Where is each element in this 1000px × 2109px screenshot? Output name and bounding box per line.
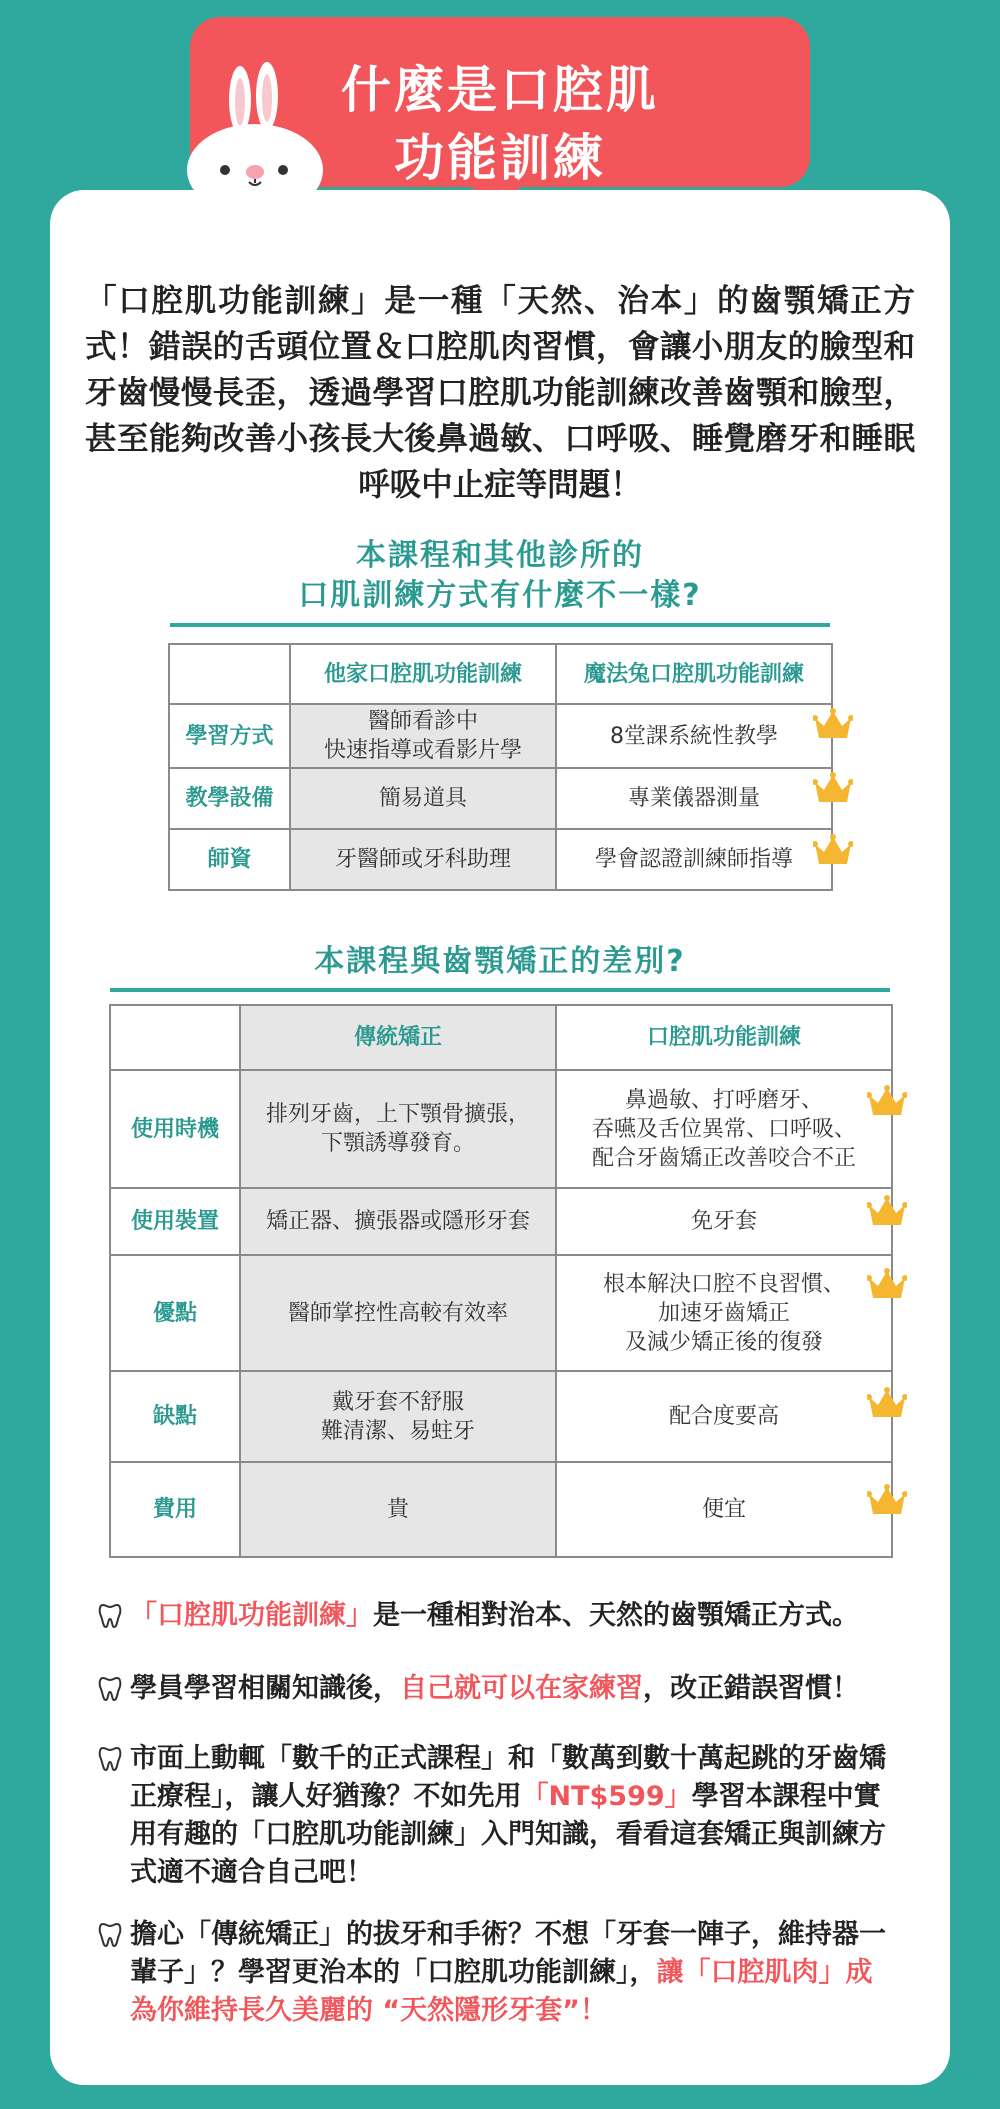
table-corner-cell <box>169 644 290 704</box>
bullet-text <box>98 1740 898 1892</box>
traditional-cell <box>240 1462 556 1557</box>
highlight-text: 自己就可以在家練習 <box>400 1673 643 1704</box>
ours-cell: 專業儀器測量 <box>556 768 832 829</box>
bullet-text-part: 學習本課程中實用有趣的「口腔肌功能訓練」入門知識，看看這套矯正與訓練方式適不適合自己吧！ <box>130 1781 886 1888</box>
column-header-myofunctional: 口腔肌功能訓練 <box>556 1005 892 1070</box>
myofunctional-cell <box>556 1188 892 1255</box>
cell-line: 戴牙套不舒服 <box>331 1389 464 1415</box>
tooth-icon <box>98 1922 122 1948</box>
highlight-text: 讓「口腔肌肉」成為你維持長久美麗的 “天然隱形牙套”！ <box>130 1957 873 2026</box>
traditional-cell <box>240 1255 556 1371</box>
other-cell <box>290 829 556 890</box>
cell-line: 貴 <box>386 1497 409 1522</box>
tooth-icon <box>98 1676 122 1702</box>
row-label: 使用裝置 <box>110 1188 240 1255</box>
cell-line: 及減少矯正後的復發 <box>624 1329 823 1355</box>
myofunctional-cell <box>556 1255 892 1371</box>
bullet-item <box>98 1670 898 1708</box>
page-title-line2: 功能訓練 <box>394 129 606 187</box>
section1-title-line2: 口肌訓練方式有什麼不一樣? <box>298 578 702 613</box>
table-row <box>169 704 832 768</box>
myofunctional-cell <box>556 1462 892 1557</box>
row-label: 教學設備 <box>169 768 290 829</box>
cell-line: 吞嚥及舌位異常、口呼吸、 <box>591 1116 856 1142</box>
crown-icon <box>867 1085 907 1119</box>
section1-divider <box>170 623 830 627</box>
row-label: 優點 <box>110 1255 240 1371</box>
bullet-text <box>98 1916 898 2030</box>
table-corner-cell <box>110 1005 240 1070</box>
bullet-text <box>98 1670 898 1708</box>
myofunctional-cell <box>556 1371 892 1462</box>
cell-line: 加速牙齒矯正 <box>657 1300 790 1326</box>
tooth-icon <box>98 1603 122 1629</box>
cell-line: 根本解決口腔不良習慣、 <box>602 1271 845 1297</box>
table-row <box>110 1462 892 1557</box>
table-header-row <box>169 644 832 704</box>
cell-line: 下顎誘導發育。 <box>320 1131 475 1156</box>
table-row <box>169 829 832 890</box>
row-label: 使用時機 <box>110 1070 240 1188</box>
bunny-mascot-icon <box>185 60 365 200</box>
traditional-cell <box>240 1371 556 1462</box>
table-row <box>110 1255 892 1371</box>
tooth-icon <box>98 1746 122 1772</box>
crown-icon <box>813 708 853 742</box>
cell-line: 配合度要高 <box>668 1404 779 1429</box>
myofunctional-cell <box>556 1070 892 1188</box>
crown-icon <box>867 1268 907 1302</box>
row-label: 缺點 <box>110 1371 240 1462</box>
cell-line: 排列牙齒，上下顎骨擴張， <box>265 1102 530 1127</box>
other-cell <box>290 704 556 768</box>
ours-cell: 學會認證訓練師指導 <box>556 829 832 890</box>
table-header-row <box>110 1005 892 1070</box>
section2-divider <box>110 988 890 992</box>
row-label: 學習方式 <box>169 704 290 768</box>
bullet-text-part: ，改正錯誤習慣！ <box>643 1673 859 1704</box>
bullet-text-part: 學員學習相關知識後， <box>130 1673 400 1704</box>
ours-cell: 8堂課系統性教學 <box>556 704 832 768</box>
clinic-comparison-table <box>168 643 833 891</box>
crown-icon <box>867 1484 907 1518</box>
row-label: 師資 <box>169 829 290 890</box>
bullet-item <box>98 1916 898 2030</box>
cell-line: 醫師看診中 <box>367 709 478 734</box>
crown-icon <box>867 1195 907 1229</box>
highlight-text: 「口腔肌功能訓練」 <box>130 1600 373 1631</box>
cell-line: 醫師掌控性高較有效率 <box>287 1300 508 1326</box>
crown-icon <box>813 834 853 868</box>
row-label: 費用 <box>110 1462 240 1557</box>
table-row <box>169 768 832 829</box>
crown-icon <box>867 1387 907 1421</box>
traditional-cell <box>240 1070 556 1188</box>
page-title-line1: 什麼是口腔肌 <box>341 61 659 119</box>
table-row <box>110 1070 892 1188</box>
column-header-traditional: 傳統矯正 <box>240 1005 556 1070</box>
cell-line: 快速指導或看影片學 <box>323 738 522 763</box>
orthodontic-comparison-table <box>109 1004 893 1558</box>
cell-line: 免牙套 <box>690 1209 757 1234</box>
bullet-item <box>98 1597 898 1635</box>
highlight-text: 「NT$599」 <box>521 1781 692 1812</box>
traditional-cell <box>240 1188 556 1255</box>
bullet-text-part: 市面上動輒「數千的正式課程」和「數萬到數十萬起跳的牙齒矯正療程」，讓人好猶豫？不如先用 <box>130 1743 886 1812</box>
bullet-text-part: 是一種相對治本、天然的齒顎矯正方式。 <box>373 1600 859 1631</box>
cell-line: 便宜 <box>701 1497 746 1522</box>
intro-paragraph: 「口腔肌功能訓練」是一種「天然、治本」的齒顎矯正方式！錯誤的舌頭位置＆口腔肌肉習慣，會讓小朋友的臉型和牙齒慢慢長歪，透過學習口腔肌功能訓練改善齒顎和臉型，甚至能夠改善小孩長大後鼻過敏、口呼吸、睡覺磨牙和睡眠呼吸中止症等問題！ <box>85 283 915 503</box>
cell-line: 牙醫師或牙科助理 <box>334 847 511 872</box>
other-cell <box>290 768 556 829</box>
column-header-ours: 魔法兔口腔肌功能訓練 <box>556 644 832 704</box>
cell-line: 難清潔、易蛀牙 <box>320 1418 475 1444</box>
cell-line: 配合牙齒矯正改善咬合不正 <box>591 1145 856 1171</box>
section2-title: 本課程與齒顎矯正的差別? <box>314 944 686 979</box>
cell-line: 鼻過敏、打呼磨牙、 <box>624 1087 823 1113</box>
cell-line: 簡易道具 <box>378 786 467 811</box>
cell-line: 矯正器、擴張器或隱形牙套 <box>265 1209 530 1234</box>
crown-icon <box>813 772 853 806</box>
table-row <box>110 1371 892 1462</box>
column-header-other: 他家口腔肌功能訓練 <box>290 644 556 704</box>
section1-title-line1: 本課程和其他診所的 <box>356 538 644 573</box>
table-row <box>110 1188 892 1255</box>
bullet-item <box>98 1740 898 1892</box>
bullet-text <box>98 1597 898 1635</box>
bullet-text-part: 擔心「傳統矯正」的拔牙和手術？不想「牙套一陣子，維持器一輩子」？學習更治本的「口腔肌功能訓練」， <box>130 1919 886 1988</box>
